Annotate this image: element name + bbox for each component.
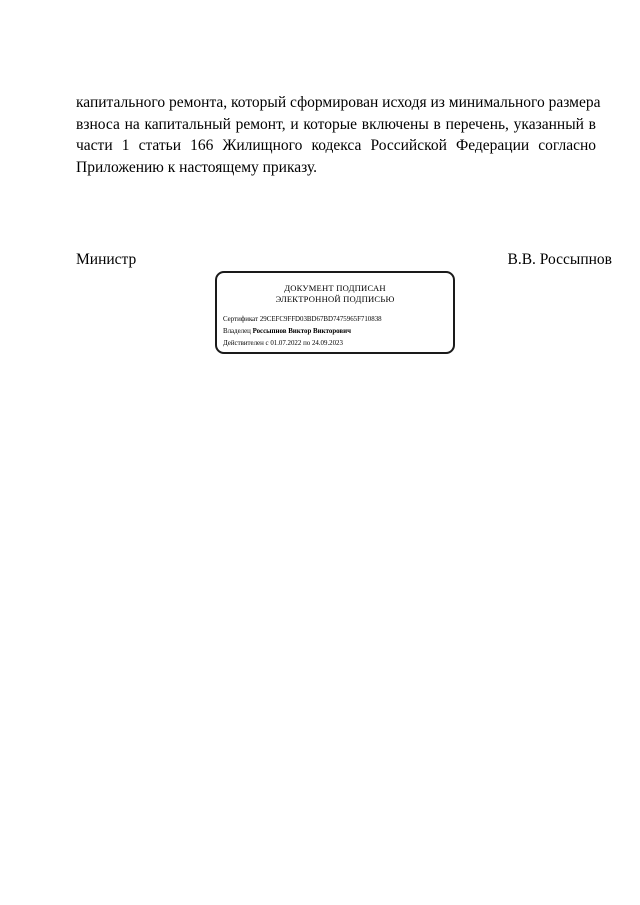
body-line-1: капитального ремонта, который сформирован исходя из минимального размера (76, 94, 601, 111)
body-line-3: части 1 статьи 166 Жилищного кодекса Российской Федерации согласно (76, 137, 596, 154)
electronic-signature-stamp (215, 271, 455, 354)
stamp-heading-line-2: ЭЛЕКТРОННОЙ ПОДПИСЬЮ (275, 294, 395, 304)
stamp-validity-to-label: по (303, 340, 311, 347)
body-line-2: взноса на капитальный ремонт, и которые включены в перечень, указанный в (76, 115, 596, 133)
stamp-valid-to: 24.09.2023 (311, 340, 343, 347)
stamp-certificate-row (223, 315, 382, 324)
stamp-validity-row (223, 339, 343, 348)
body-line-4: Приложению к настоящему приказу. (76, 158, 318, 176)
stamp-owner-row (223, 327, 351, 336)
stamp-heading-line-1: ДОКУМЕНТ ПОДПИСАН (284, 283, 386, 293)
stamp-owner-value: Россыпнов Виктор Викторович (252, 328, 352, 335)
signature-row (76, 250, 612, 272)
stamp-owner-label: Владелец (223, 328, 251, 335)
stamp-valid-from: 01.07.2022 (270, 340, 302, 347)
stamp-certificate-value: 29CEFC9FFD03BD67BD7475965F710838 (259, 316, 382, 323)
stamp-heading (217, 283, 453, 305)
signer-position: Министр (76, 251, 137, 268)
stamp-validity-label: Действителен с (223, 340, 269, 347)
stamp-certificate-label: Сертификат (223, 316, 259, 323)
signer-name: В.В. Россыпнов (507, 251, 612, 268)
body-paragraph (76, 92, 601, 178)
